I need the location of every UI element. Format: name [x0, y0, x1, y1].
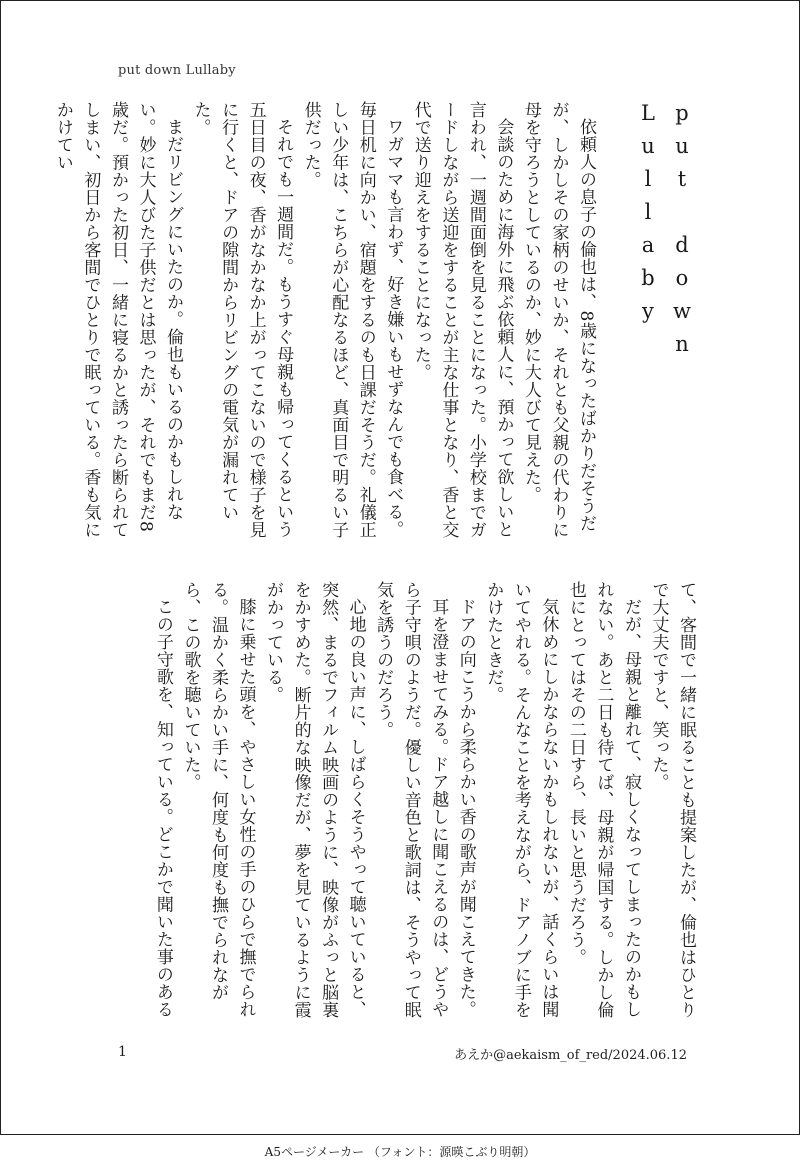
author-credit: あえか@aekaism_of_red/2024.06.12 [454, 1048, 687, 1063]
paragraph: この子守歌を、知っている。どこかで聞いた事のある [152, 598, 173, 1018]
page-number: 1 [118, 1044, 127, 1060]
paragraph-continuation: て、客間で一緒に眠ることも提案したが、倫也はひとりで大丈夫ですと、笑った。 [648, 581, 696, 1019]
paragraph: 膝に乗せた頭を、やさしい女性の手のひらで撫でられる。温かく柔らかい手に、何度も何度も撫でられながら、この歌を聴いていた。 [180, 581, 256, 1018]
running-title: put down Lullaby [118, 63, 236, 78]
paragraph: 心地の良い声に、しばらくそうやって聴いていると、突然、まるでフィルム映画のように、映像がふっと脳裏をかすめた。断片的な映像だが、夢を見ているように霞がかっている。 [263, 581, 366, 1019]
paragraph: それでも一週間だ。もうすぐ母親も帰ってくるという五日目の夜、香がなかなか上がってこないので様子を見に行くと、ドアの隙間からリビングの電気が漏れていた。 [190, 101, 294, 539]
generator-caption: A5ページメーカー （フォント：源暎こぶり明朝） [264, 1145, 536, 1159]
lower-text-block [109, 581, 699, 1021]
paragraph: ワガママも言わず、好き嫌いもせずなんでも食べる。毎日机に向かい、宿題をするのも日課だそうだ。礼儀正しい少年は、こちらが心配なるほど、真面目で明るい子供だった。 [300, 101, 404, 539]
paragraph: だが、母親と離れて、寂しくなってしまったのかもしれない。あと二日も待てば、母親が帰国する。しかし倫也にとってはその二日すら、長いと思うだろう。 [565, 581, 641, 1019]
paragraph: 気休めにしかならないかもしれないが、話くらいは聞いてやれる。そんなことを考えながら、ドアノブに手をかけたときだ。 [483, 581, 559, 1019]
upper-text-block [52, 101, 699, 546]
story-title: put down Lullaby [635, 101, 694, 365]
paragraph: ドアの向こうから柔らかい香の歌声が聞こえてきた。 [455, 598, 476, 1018]
paragraph: 依頼人の息子の倫也は、8歳になったばかりだそうだが、しかしその家柄のせいか、それとも父親の代わりに母を守ろうとしているのか、妙に大人びて見えた。 [520, 101, 596, 539]
paragraph: 会談のために海外に飛ぶ依頼人に、預かって欲しいと言われ、一週間面倒を見ることになった。小学校までガードしながら送迎をすることが主な仕事となり、香と交代で送り迎えをすることになった。 [410, 101, 514, 539]
paragraph: まだリビングにいたのか。倫也もいるのかもしれない。妙に大人びた子供だとは思ったが、それでもまだ8歳だ。預かった初日、一緒に寝るかと誘ったら断られてしまい、初日から客間でひとりで眠っている。香も気にかけてい [52, 101, 183, 539]
paragraph: 耳を澄ませてみる。ドア越しに聞こえるのは、どうやら子守唄のようだ。優しい音色と歌詞は、そうやって眠気を誘うのだろう。 [373, 581, 449, 1019]
